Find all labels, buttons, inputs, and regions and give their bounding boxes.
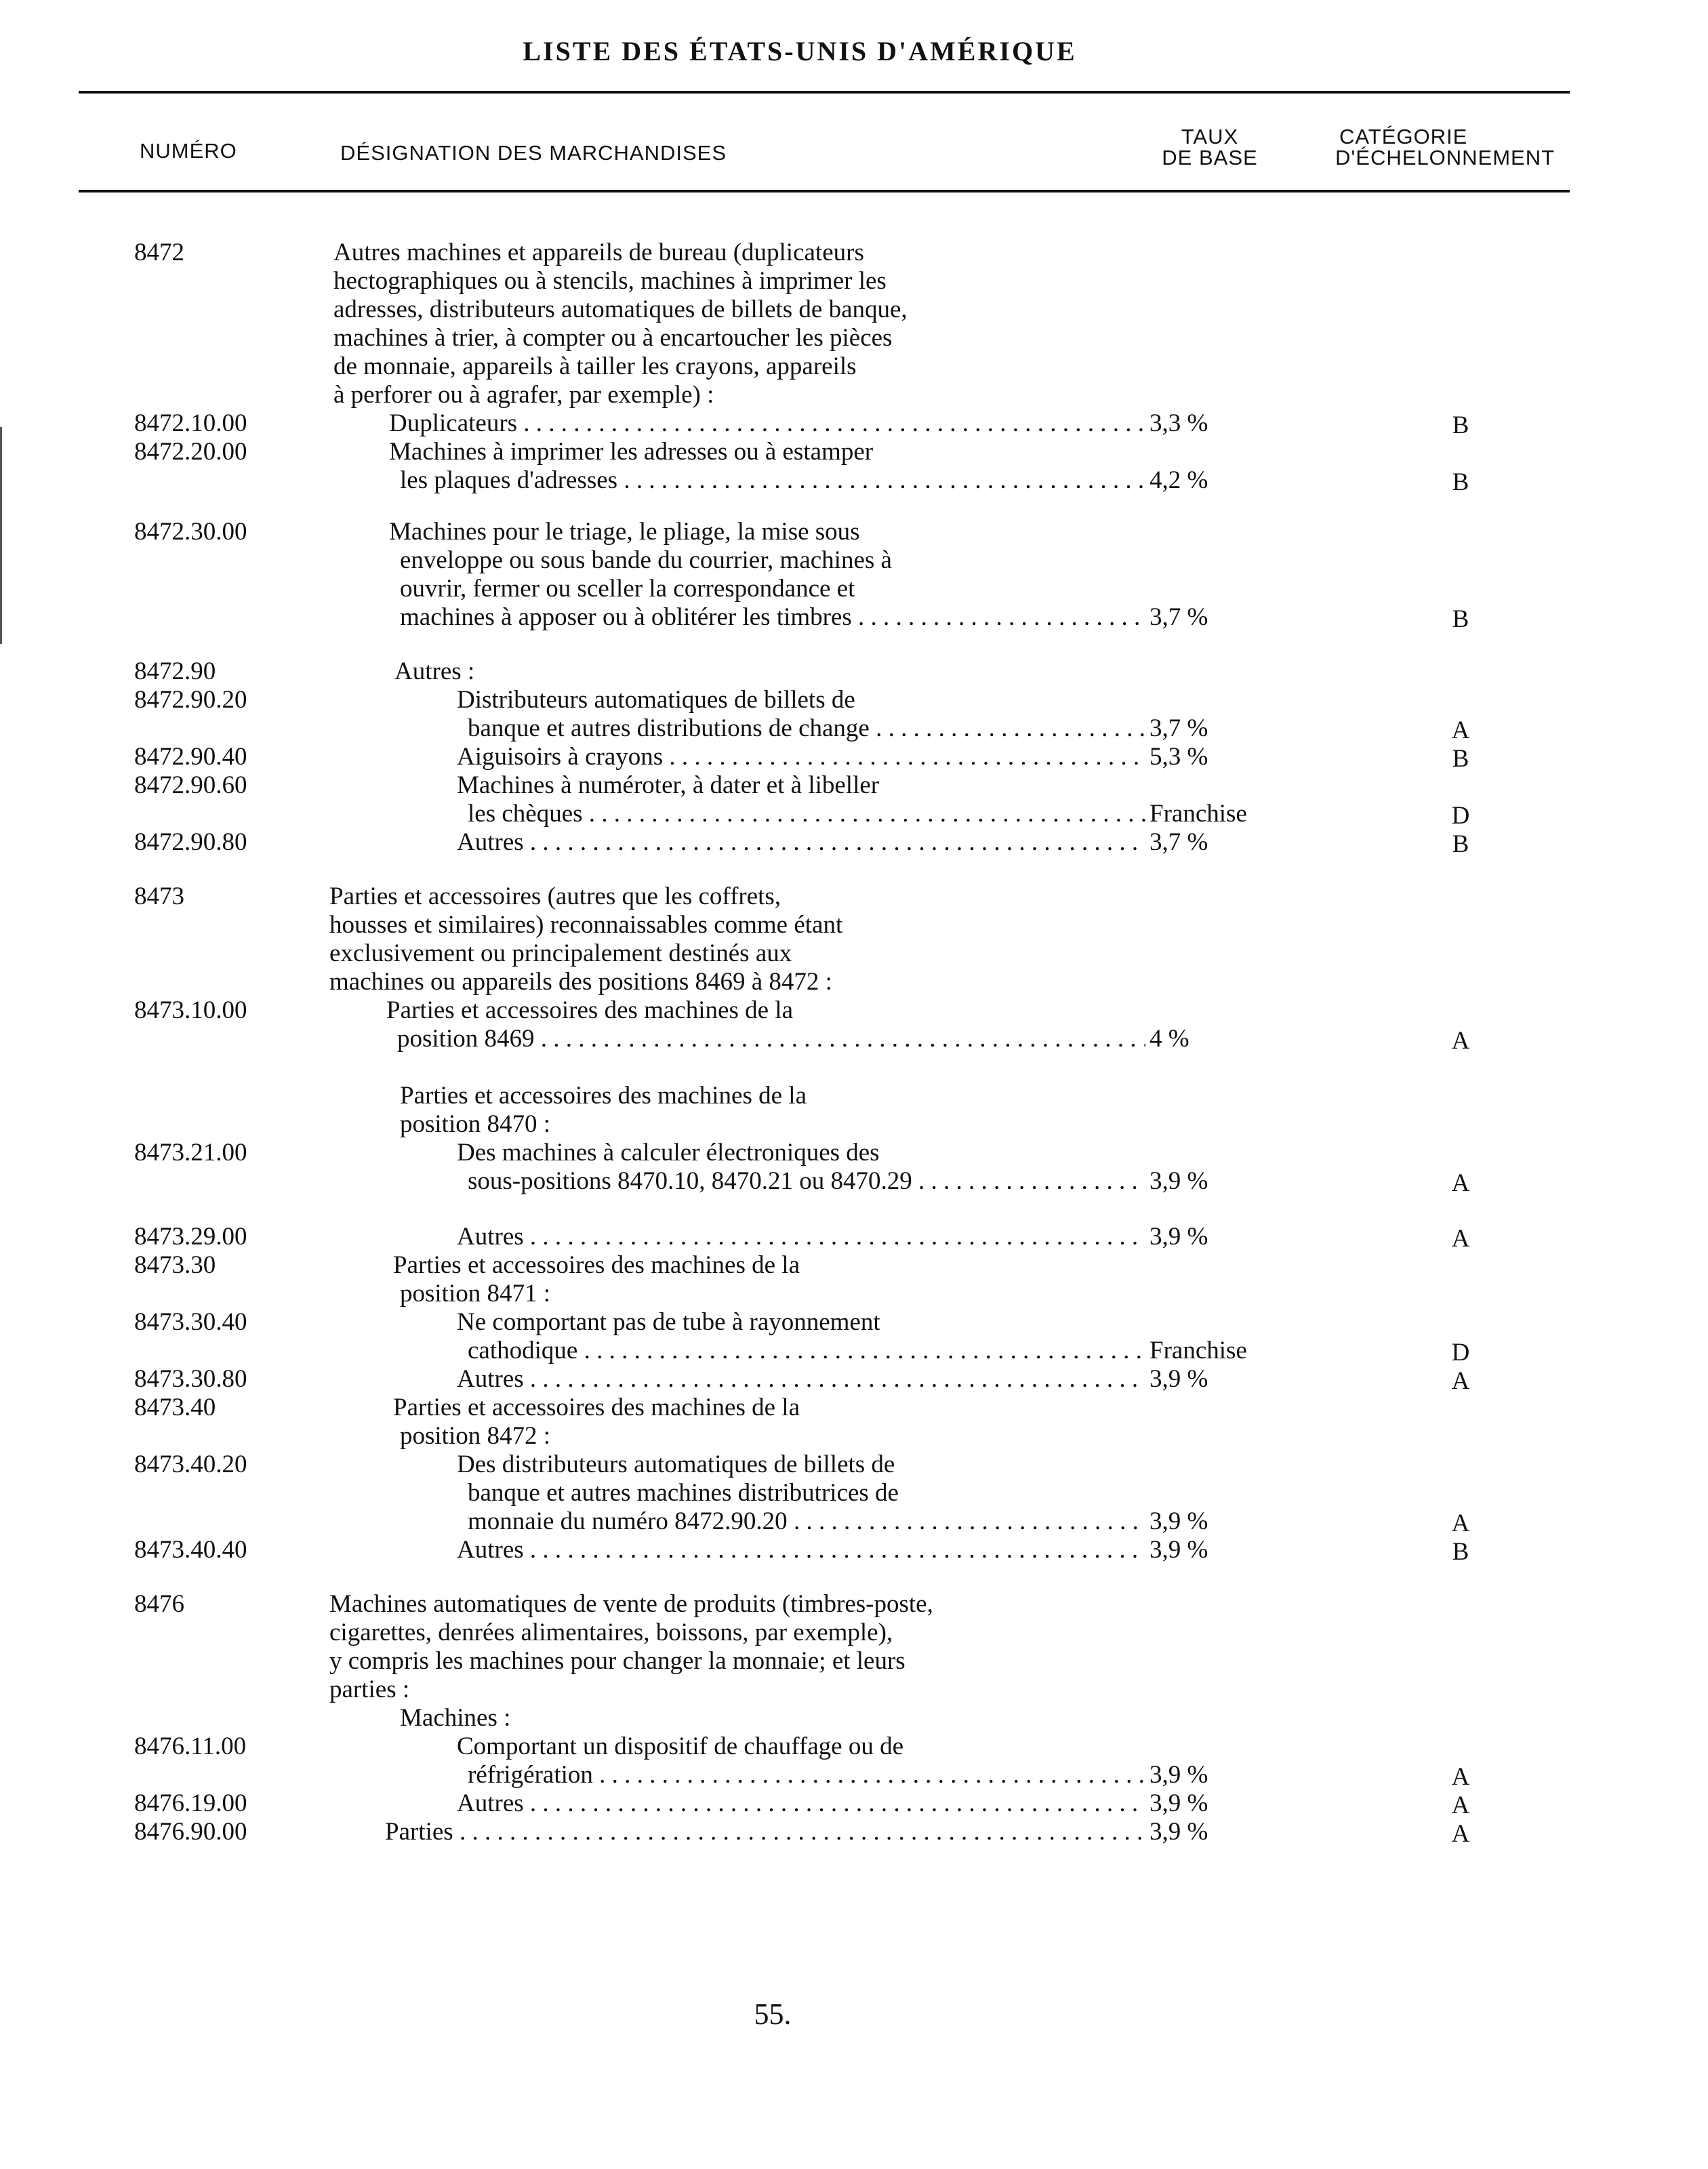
row-designation: Machines à imprimer les adresses ou à estamper <box>389 438 874 466</box>
row-staging-category: D <box>1451 1339 1470 1366</box>
row-designation: Des distributeurs automatiques de billets de <box>457 1451 895 1478</box>
row-designation: Distributeurs automatiques de billets de <box>457 686 855 714</box>
row-designation: Parties et accessoires des machines de la <box>400 1082 807 1110</box>
row-staging-category: B <box>1452 745 1469 773</box>
row-number: 8472.30.00 <box>134 518 247 546</box>
row-base-rate: 3,9 % <box>1147 1167 1208 1196</box>
row-designation: Comportant un dispositif de chauffage ou de <box>457 1732 904 1760</box>
row-number: 8476.90.00 <box>134 1818 247 1846</box>
table-row <box>0 1394 1627 1422</box>
column-header-taux-line2: DE BASE <box>1162 146 1258 169</box>
row-designation: machines à apposer ou à oblitérer les timbres . . . <box>400 603 1145 632</box>
row-base-rate: Franchise <box>1147 800 1247 828</box>
table-row <box>0 409 1627 438</box>
row-designation: les plaques d'adresses . . . <box>400 466 1145 495</box>
row-number: 8473.30 <box>134 1251 216 1279</box>
table-row <box>0 1139 1627 1167</box>
row-number: 8472.90.40 <box>134 743 247 771</box>
row-designation: Autres . . . <box>457 828 1145 857</box>
row-designation: adresses, distributeurs automatiques de billets de banque, <box>333 296 908 323</box>
row-number: 8473.40.40 <box>134 1536 247 1564</box>
row-number: 8476.11.00 <box>134 1732 247 1760</box>
row-number: 8473.30.80 <box>134 1365 247 1393</box>
row-staging-category: D <box>1451 802 1470 830</box>
table-row <box>0 438 1627 466</box>
row-designation: Autres . . . <box>457 1536 1145 1564</box>
table-row <box>0 381 1627 409</box>
table-row <box>0 575 1627 603</box>
row-designation: Autres . . . <box>457 1365 1145 1394</box>
row-designation: position 8470 : <box>400 1110 551 1138</box>
column-header-categorie-line1: CATÉGORIE <box>1339 125 1468 148</box>
row-number: 8473 <box>134 883 184 910</box>
row-designation: Parties et accessoires (autres que les coffrets, <box>329 883 781 910</box>
row-staging-category: A <box>1451 1169 1470 1197</box>
column-header-categorie-line2: D'ÉCHELONNEMENT <box>1335 146 1556 169</box>
row-designation: machines ou appareils des positions 8469 à 8472 : <box>329 968 832 996</box>
row-staging-category: A <box>1451 1367 1470 1395</box>
row-number: 8473.40.20 <box>134 1451 247 1478</box>
row-designation: à perforer ou à agrafer, par exemple) : <box>333 381 714 409</box>
row-designation: Ne comportant pas de tube à rayonnement <box>457 1308 880 1336</box>
row-designation: Machines automatiques de vente de produits (timbres-poste, <box>329 1590 933 1618</box>
row-designation: Parties et accessoires des machines de la <box>393 1394 800 1421</box>
row-staging-category: B <box>1452 411 1469 439</box>
row-designation: machines à trier, à compter ou à encartoucher les pièces <box>333 324 893 352</box>
row-staging-category: A <box>1451 1763 1470 1791</box>
row-designation: ouvrir, fermer ou sceller la correspondance et <box>400 575 855 603</box>
row-designation: de monnaie, appareils à tailler les crayons, appareils <box>333 352 857 380</box>
row-designation: Autres . . . <box>457 1223 1145 1251</box>
row-number: 8472.90.80 <box>134 828 247 856</box>
row-base-rate: 3,3 % <box>1147 409 1208 438</box>
table-row <box>0 1647 1627 1676</box>
table-row <box>0 939 1627 968</box>
row-number: 8472 <box>134 239 184 266</box>
row-number: 8472.10.00 <box>134 409 247 437</box>
row-designation: Autres . . . <box>457 1789 1145 1818</box>
row-base-rate: 5,3 % <box>1147 743 1208 771</box>
row-designation: position 8471 : <box>400 1280 551 1308</box>
row-designation: hectographiques ou à stencils, machines à imprimer les <box>333 267 887 295</box>
table-row <box>0 1536 1627 1564</box>
row-number: 8476.19.00 <box>134 1789 247 1817</box>
table-row <box>0 883 1627 911</box>
table-row <box>0 324 1627 352</box>
table-row <box>0 1337 1627 1365</box>
table-row <box>0 466 1627 495</box>
row-designation: Parties et accessoires des machines de la <box>393 1251 800 1279</box>
table-row <box>0 1704 1627 1732</box>
row-staging-category: B <box>1452 468 1469 496</box>
table-row <box>0 1365 1627 1394</box>
row-designation: enveloppe ou sous bande du courrier, machines à <box>400 546 892 574</box>
table-row <box>0 1789 1627 1818</box>
table-row <box>0 267 1627 296</box>
row-number: 8473.40 <box>134 1394 216 1421</box>
row-designation: banque et autres distributions de change . . . <box>468 714 1145 743</box>
table-row <box>0 603 1627 632</box>
table-row <box>0 1280 1627 1308</box>
table-row <box>0 1818 1627 1846</box>
table-row <box>0 1223 1627 1251</box>
row-base-rate: 3,9 % <box>1147 1789 1208 1818</box>
table-row <box>0 239 1627 267</box>
table-row <box>0 657 1627 686</box>
row-staging-category: A <box>1451 716 1470 744</box>
row-staging-category: B <box>1452 1538 1469 1566</box>
row-base-rate: 3,7 % <box>1147 714 1208 743</box>
row-designation: position 8469 . . . <box>397 1025 1145 1053</box>
table-row <box>0 352 1627 381</box>
row-designation: cigarettes, denrées alimentaires, boissons, par exemple), <box>329 1619 893 1646</box>
row-base-rate: 3,9 % <box>1147 1818 1208 1846</box>
table-row <box>0 1619 1627 1647</box>
row-number: 8472.90.60 <box>134 771 247 799</box>
row-staging-category: B <box>1452 605 1469 633</box>
row-designation: les chèques . . . <box>468 800 1145 828</box>
row-base-rate: 3,7 % <box>1147 828 1208 857</box>
row-number: 8472.90.20 <box>134 686 247 714</box>
row-designation: sous-positions 8470.10, 8470.21 ou 8470.29 . . . <box>468 1167 1145 1196</box>
row-designation: Parties et accessoires des machines de la <box>386 996 793 1024</box>
page-title: LISTE DES ÉTATS-UNIS D'AMÉRIQUE <box>523 36 1077 66</box>
row-designation: Autres : <box>394 657 475 685</box>
table-row <box>0 800 1627 828</box>
row-base-rate: Franchise <box>1147 1337 1247 1365</box>
row-designation: Machines : <box>400 1704 511 1732</box>
row-staging-category: A <box>1451 1820 1470 1848</box>
row-designation: parties : <box>329 1676 410 1703</box>
table-row <box>0 1251 1627 1280</box>
table-row <box>0 1761 1627 1789</box>
row-base-rate: 3,9 % <box>1147 1761 1208 1789</box>
row-designation: Parties . . . <box>385 1818 1145 1846</box>
row-designation: Machines à numéroter, à dater et à libeller <box>457 771 880 799</box>
row-designation: position 8472 : <box>400 1422 551 1450</box>
row-base-rate: 3,9 % <box>1147 1365 1208 1394</box>
table-row <box>0 518 1627 546</box>
column-header-numero: NUMÉRO <box>140 139 237 163</box>
row-number: 8473.10.00 <box>134 996 247 1024</box>
table-row <box>0 968 1627 996</box>
row-designation: housses et similaires) reconnaissables comme étant <box>329 911 843 939</box>
table-row <box>0 1082 1627 1110</box>
page-number: 55. <box>754 1998 792 2031</box>
table-row <box>0 296 1627 324</box>
row-base-rate: 3,7 % <box>1147 603 1208 632</box>
row-base-rate: 3,9 % <box>1147 1223 1208 1251</box>
row-staging-category: A <box>1451 1225 1470 1253</box>
table-row <box>0 1422 1627 1451</box>
row-base-rate: 3,9 % <box>1147 1507 1208 1536</box>
table-row <box>0 686 1627 714</box>
table-row <box>0 1110 1627 1139</box>
table-row <box>0 1676 1627 1704</box>
table-row <box>0 1479 1627 1507</box>
row-number: 8473.30.40 <box>134 1308 247 1336</box>
table-row <box>0 546 1627 575</box>
table-row <box>0 1732 1627 1761</box>
table-row <box>0 1590 1627 1619</box>
row-designation: Machines pour le triage, le pliage, la mise sous <box>389 518 860 546</box>
row-designation: exclusivement ou principalement destinés aux <box>329 939 792 967</box>
row-staging-category: B <box>1452 830 1469 858</box>
row-number: 8473.29.00 <box>134 1223 247 1251</box>
row-designation: Aiguisoirs à crayons . . . <box>457 743 1145 771</box>
row-number: 8476 <box>134 1590 184 1618</box>
row-base-rate: 4,2 % <box>1147 466 1208 495</box>
row-staging-category: A <box>1451 1509 1470 1537</box>
row-number: 8472.20.00 <box>134 438 247 466</box>
row-designation: Des machines à calculer électroniques des <box>457 1139 880 1167</box>
table-row <box>0 828 1627 857</box>
table-row <box>0 1451 1627 1479</box>
table-row <box>0 1025 1627 1053</box>
row-designation: monnaie du numéro 8472.90.20 . . . <box>468 1507 1145 1536</box>
row-staging-category: A <box>1451 1791 1470 1819</box>
row-number: 8472.90 <box>134 657 216 685</box>
table-row <box>0 771 1627 800</box>
row-designation: Autres machines et appareils de bureau (duplicateurs <box>333 239 864 266</box>
row-designation: Duplicateurs . . . <box>389 409 1145 438</box>
column-header-designation: DÉSIGNATION DES MARCHANDISES <box>340 141 727 165</box>
row-designation: y compris les machines pour changer la monnaie; et leurs <box>329 1647 906 1675</box>
row-staging-category: A <box>1451 1027 1470 1055</box>
table-row <box>0 743 1627 771</box>
table-row <box>0 1167 1627 1196</box>
column-header-taux-line1: TAUX <box>1181 125 1239 148</box>
table-row <box>0 996 1627 1025</box>
row-designation: réfrigération . . . <box>468 1761 1145 1789</box>
table-row <box>0 714 1627 743</box>
row-designation: cathodique . . . <box>468 1337 1145 1365</box>
row-designation: banque et autres machines distributrices de <box>468 1479 899 1507</box>
table-row <box>0 1507 1627 1536</box>
table-row <box>0 911 1627 939</box>
row-number: 8473.21.00 <box>134 1139 247 1167</box>
row-base-rate: 4 % <box>1147 1025 1190 1053</box>
row-base-rate: 3,9 % <box>1147 1536 1208 1564</box>
table-row <box>0 1308 1627 1337</box>
